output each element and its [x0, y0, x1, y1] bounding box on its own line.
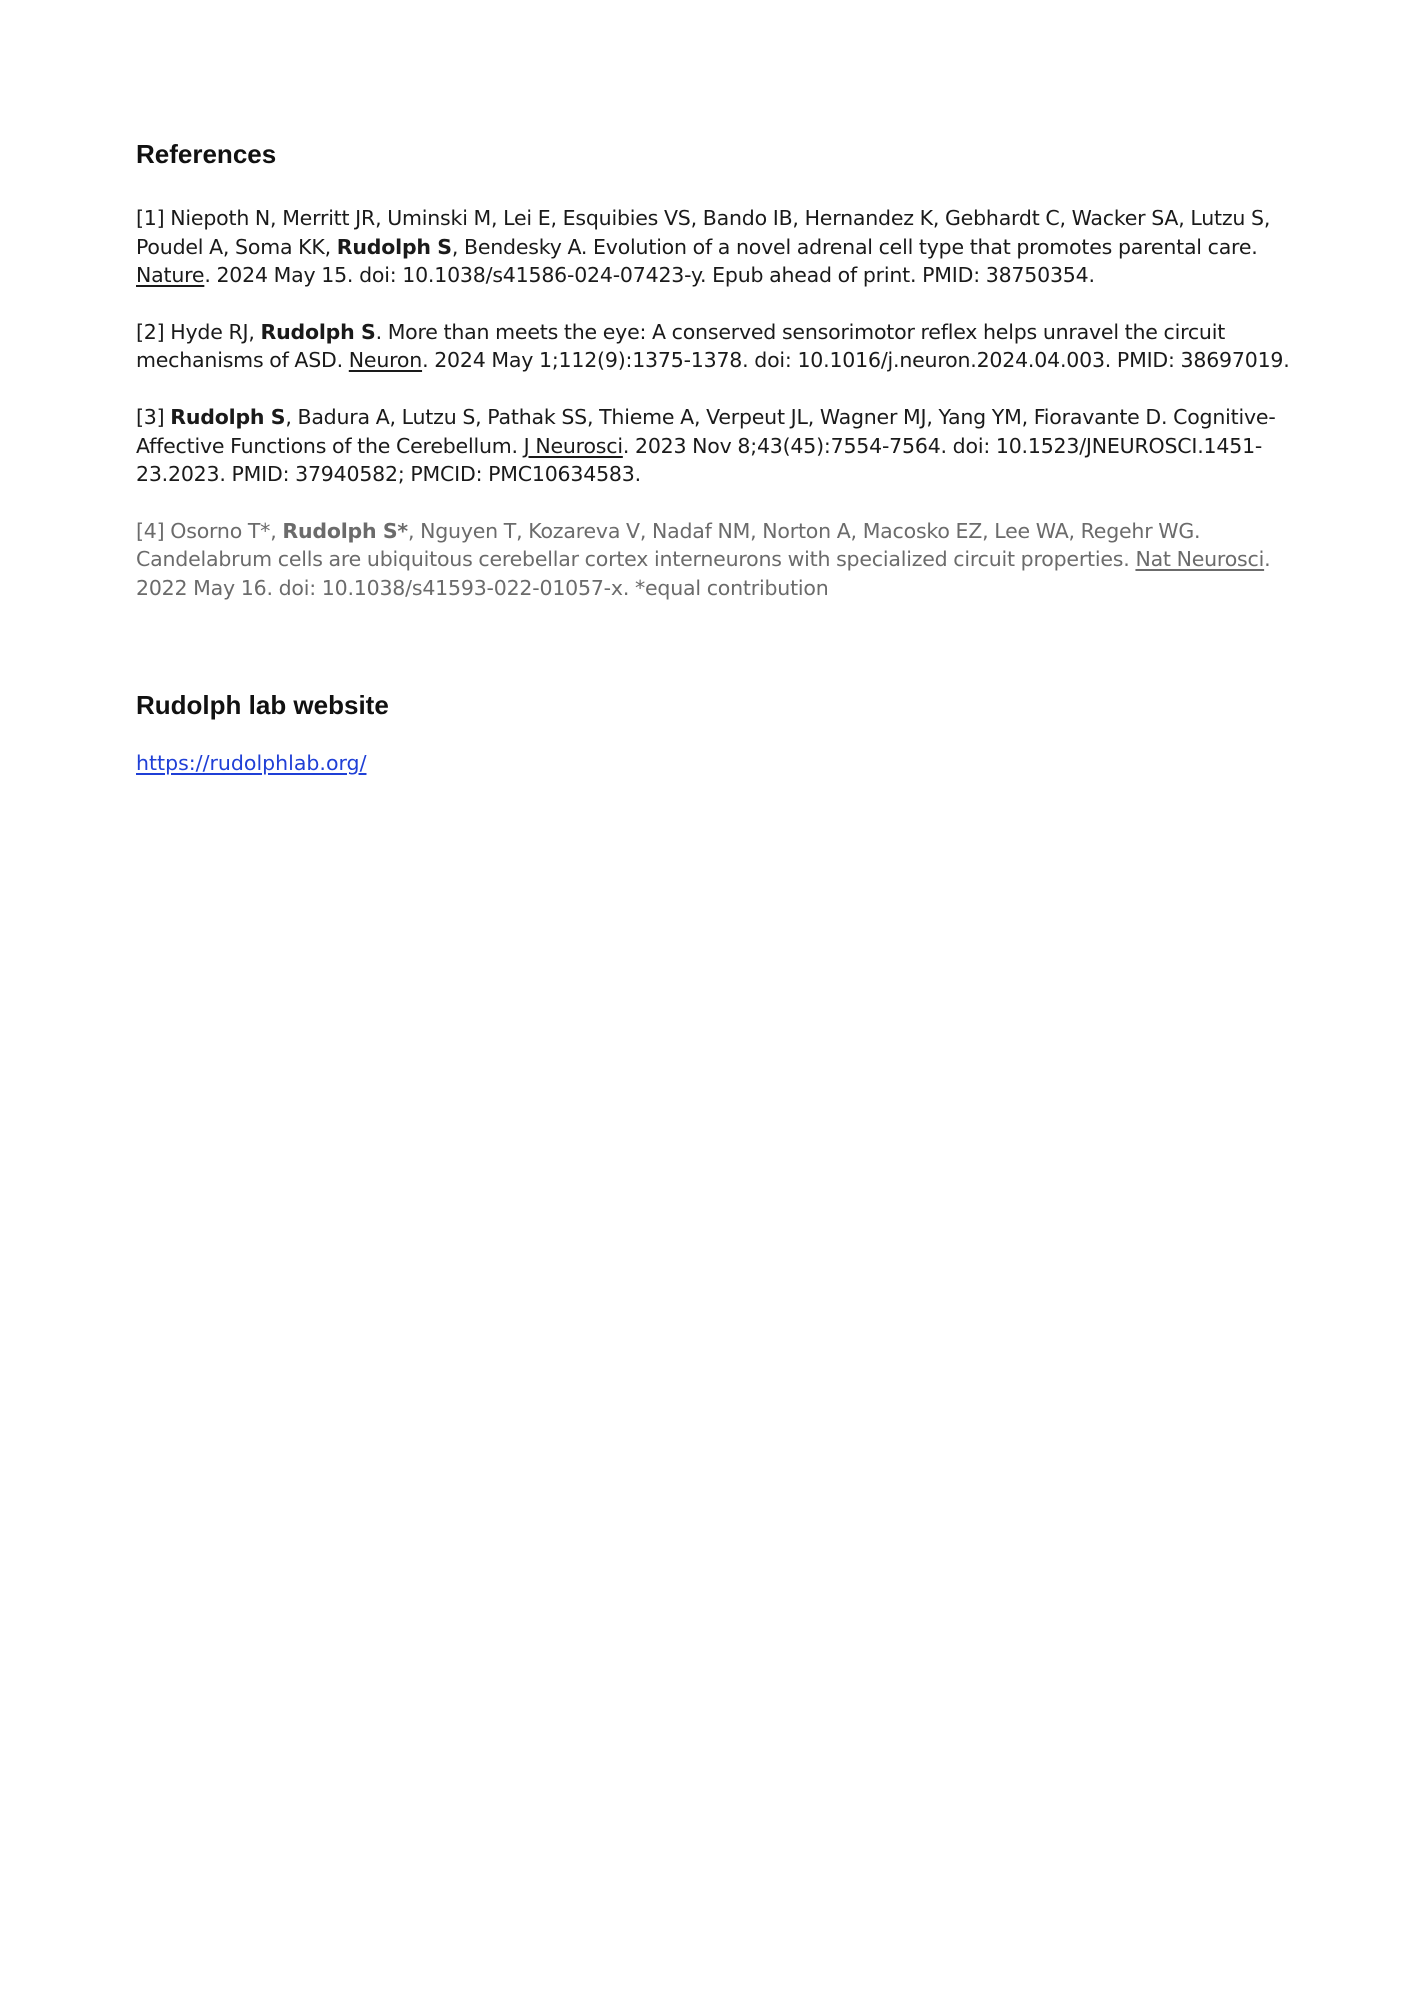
reference-label: [1]	[136, 206, 165, 230]
journal-name: Nature	[136, 263, 205, 288]
reference-title: , Bendesky A. Evolution of a novel adrenal cell type that promotes parental care.	[451, 234, 1258, 259]
reference-item-2	[136, 318, 1296, 375]
reference-title: . More than meets the eye: A conserved sensorimotor reflex helps unravel the circuit mechanisms of ASD.	[136, 319, 1226, 373]
references-heading: References	[136, 139, 277, 169]
website-heading: Rudolph lab website	[136, 689, 389, 720]
reference-label: [2]	[136, 319, 165, 344]
reference-authors: Niepoth N, Merritt JR, Uminski M, Lei E, Esquibies VS, Bando IB, Hernandez K, Gebhardt C, Wacker SA, Lutzu S, Poudel A, Soma KK,	[136, 206, 1271, 259]
highlighted-author: Rudolph S*	[282, 518, 408, 543]
reference-authors: Osorno T*,	[170, 518, 277, 543]
reference-title: , Badura A, Lutzu S, Pathak SS, Thieme A, Verpeut JL, Wagner MJ, Yang YM, Fioravante D. Cognitive-Affective Functions of the Cerebellum.	[136, 404, 1276, 458]
document-page	[136, 138, 1296, 775]
highlighted-author: Rudolph S	[260, 319, 376, 344]
references-list	[136, 204, 1296, 603]
reference-authors: Hyde RJ,	[170, 319, 255, 344]
reference-details: . 2022 May 16. doi: 10.1038/s41593-022-01057-x. *equal contribution	[136, 547, 1271, 600]
journal-name: Nat Neurosci	[1135, 547, 1265, 572]
journal-name: J Neurosci	[523, 433, 623, 458]
journal-name: Neuron	[348, 348, 423, 373]
reference-item-1	[136, 204, 1296, 290]
reference-details: . 2024 May 15. doi: 10.1038/s41586-024-07423-y. Epub ahead of print. PMID: 38750354.	[204, 263, 1095, 288]
reference-label: [4]	[136, 518, 165, 543]
reference-item-3	[136, 403, 1296, 489]
reference-details: . 2024 May 1;112(9):1375-1378. doi: 10.1016/j.neuron.2024.04.003. PMID: 38697019.	[422, 348, 1290, 373]
reference-item-4	[136, 517, 1296, 603]
website-link[interactable]: https://rudolphlab.org/	[136, 750, 367, 775]
highlighted-author: Rudolph S	[170, 404, 286, 429]
reference-details: . 2023 Nov 8;43(45):7554-7564. doi: 10.1523/JNEUROSCI.1451-23.2023. PMID: 37940582; PMCID: PMC10634583.	[136, 433, 1263, 487]
reference-label: [3]	[136, 404, 165, 429]
highlighted-author: Rudolph S	[336, 234, 452, 259]
reference-title: , Nguyen T, Kozareva V, Nadaf NM, Norton A, Macosko EZ, Lee WA, Regehr WG. Candelabrum cells are ubiquitous cerebellar cortex interneurons with specialized circuit properties.	[136, 518, 1201, 572]
